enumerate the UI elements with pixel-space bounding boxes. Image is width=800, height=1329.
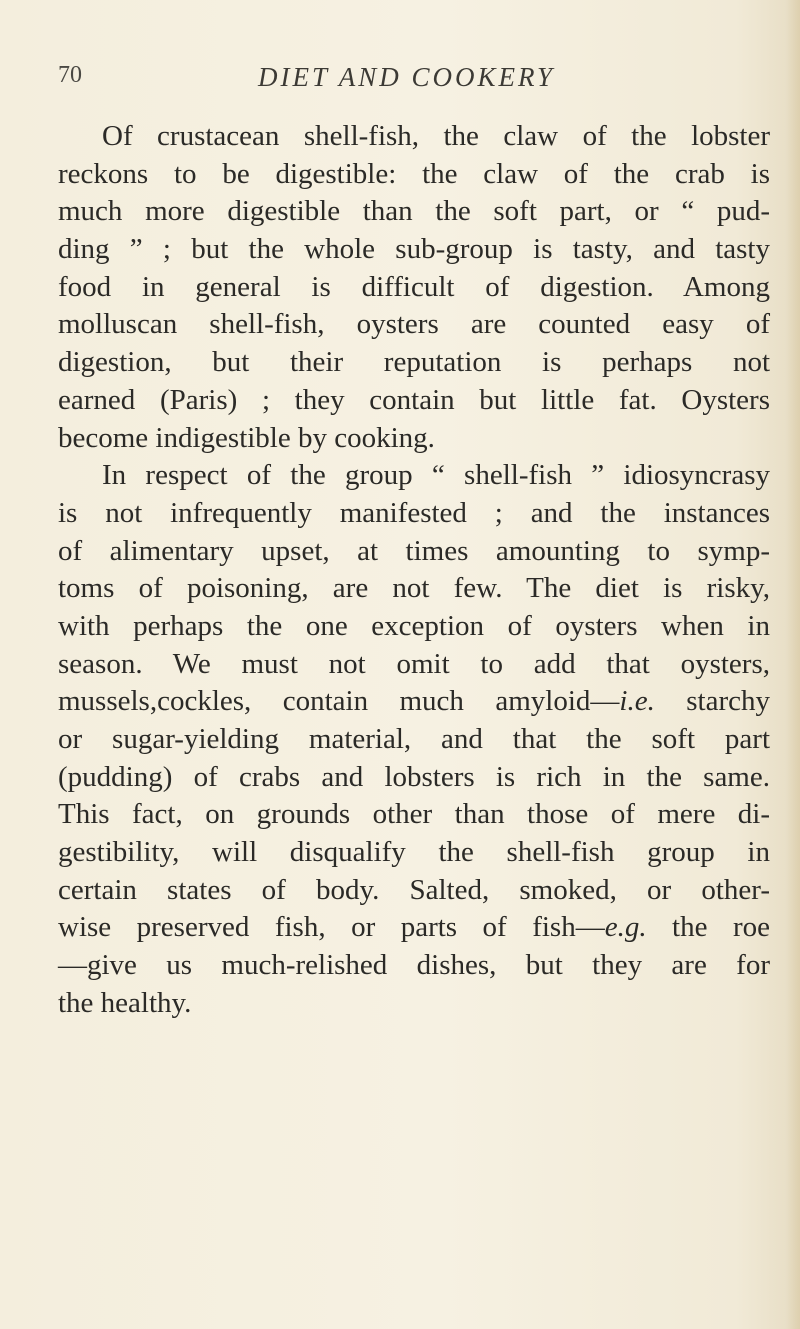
text-segment: the roe bbox=[646, 911, 770, 944]
text-segment: become indigestible by cooking. bbox=[58, 421, 435, 454]
text-segment: wise preserved fish, or parts of fish— bbox=[58, 911, 605, 944]
text-segment: (pudding) of crabs and lobsters is rich in the same. bbox=[58, 760, 770, 793]
text-segment: food in general is difficult of digestion. Among bbox=[58, 270, 770, 303]
text-line bbox=[58, 759, 770, 797]
text-line bbox=[58, 796, 770, 834]
text-segment: gestibility, will disqualify the shell-fish group in bbox=[58, 836, 770, 869]
text-line bbox=[58, 344, 770, 382]
text-segment: earned (Paris) ; they contain but little fat. Oysters bbox=[58, 383, 770, 416]
text-segment: or sugar-yielding material, and that the soft part bbox=[58, 723, 770, 755]
text-segment: much more digestible than the soft part, or “ pud- bbox=[58, 195, 770, 228]
text-segment: the healthy. bbox=[58, 986, 192, 1019]
text-line bbox=[58, 306, 770, 344]
text-segment: with perhaps the one exception of oysters when in bbox=[58, 609, 770, 642]
text-segment: of alimentary upset, at times amounting to symp- bbox=[58, 534, 770, 567]
text-segment: mussels,cockles, contain much amyloid— bbox=[58, 685, 620, 718]
text-line bbox=[58, 533, 770, 571]
italic-text: e.g. bbox=[604, 911, 647, 944]
text-line bbox=[58, 193, 770, 231]
text-segment: season. We must not omit to add that oysters, bbox=[58, 647, 770, 680]
text-segment: is not infrequently manifested ; and the instances bbox=[58, 496, 770, 529]
text-line bbox=[58, 118, 770, 156]
page-header bbox=[58, 62, 770, 102]
text-line bbox=[58, 909, 770, 947]
text-segment: This fact, on grounds other than those of mere di- bbox=[58, 798, 770, 831]
text-line bbox=[58, 646, 770, 684]
page-edge-shadow bbox=[786, 0, 800, 1329]
text-segment: starchy bbox=[654, 685, 770, 718]
text-segment: ding ” ; but the whole sub-group is tasty, and tasty bbox=[58, 233, 770, 266]
text-segment: —give us much-relished dishes, but they are for bbox=[58, 949, 770, 982]
text-line bbox=[58, 495, 770, 533]
text-segment: toms of poisoning, are not few. The diet is risky, bbox=[58, 572, 770, 605]
text-line bbox=[58, 872, 770, 910]
text-line bbox=[58, 834, 770, 872]
text-line bbox=[58, 570, 770, 608]
text-line bbox=[58, 608, 770, 646]
italic-text: i.e. bbox=[619, 685, 655, 718]
text-line bbox=[58, 231, 770, 269]
text-line bbox=[58, 985, 770, 1023]
text-segment: reckons to be digestible: the claw of the crab is bbox=[58, 157, 770, 190]
text-segment: certain states of body. Salted, smoked, or other- bbox=[58, 873, 770, 906]
text-line bbox=[58, 420, 770, 458]
text-line bbox=[58, 683, 770, 721]
page-number: 70 bbox=[58, 62, 82, 88]
running-title: DIET AND COOKERY bbox=[258, 62, 556, 92]
text-line bbox=[58, 156, 770, 194]
text-line bbox=[58, 721, 770, 759]
body-text bbox=[58, 118, 770, 1023]
text-line bbox=[58, 457, 770, 495]
text-segment: In respect of the group “ shell-fish ” idiosyncrasy bbox=[102, 459, 770, 492]
text-line bbox=[58, 382, 770, 420]
text-segment: molluscan shell-fish, oysters are counted easy of bbox=[58, 308, 770, 341]
text-line bbox=[58, 947, 770, 985]
text-segment: digestion, but their reputation is perhaps not bbox=[58, 346, 770, 379]
text-segment: Of crustacean shell-fish, the claw of the lobster bbox=[102, 120, 770, 152]
text-line bbox=[58, 269, 770, 307]
